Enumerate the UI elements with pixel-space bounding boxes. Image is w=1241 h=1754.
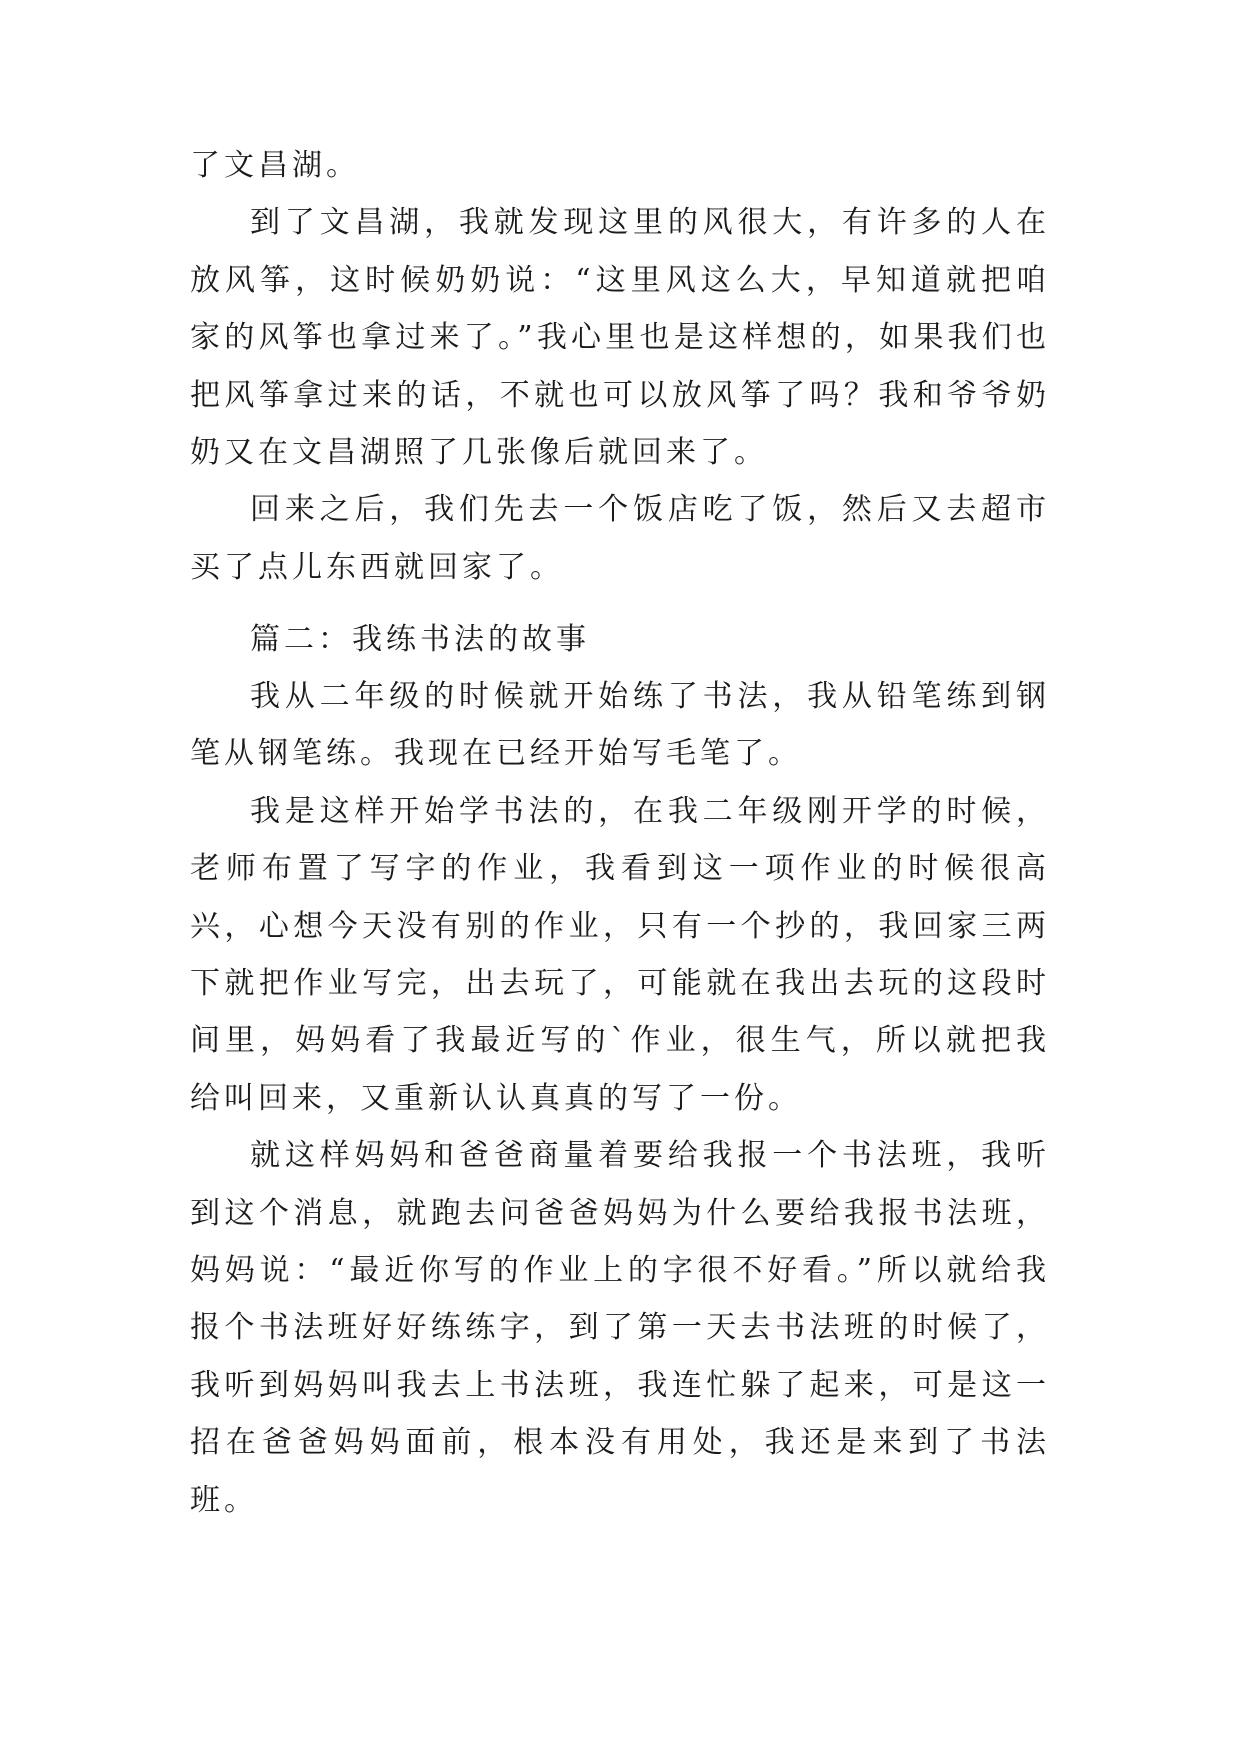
paragraph-6: 就这样妈妈和爸爸商量着要给我报一个书法班，我听到这个消息，就跑去问爸爸妈妈为什么要给我报书法班，妈妈说：“最近你写的作业上的字很不好看。”所以就给我报个书法班好好练练字，到了第一天去书法班的时候了，我听到妈妈叫我去上书法班，我连忙躲了起来，可是这一招在爸爸妈妈面前，根本没有用处，我还是来到了书法班。 <box>190 1138 1050 1518</box>
paragraph-3: 回来之后，我们先去一个饭店吃了饭，然后又去超市买了点儿东西就回家了。 <box>190 492 1050 585</box>
paragraph-5: 我是这样开始学书法的，在我二年级刚开学的时候，老师布置了写字的作业，我看到这一项作业的时候很高兴，心想今天没有别的作业，只有一个抄的，我回家三两下就把作业写完，出去玩了，可能就在我出去玩的这段时间里，妈妈看了我最近写的`作业，很生气，所以就把我给叫回来，又重新认认真真的写了一份。 <box>190 793 1050 1116</box>
section-1-body <box>190 137 1050 596</box>
section-2-body <box>190 668 1050 1529</box>
section-2-title: 篇二：我练书法的故事 <box>250 622 590 657</box>
paragraph-4: 我从二年级的时候就开始练了书法，我从铅笔练到钢笔从钢笔练。我现在已经开始写毛笔了。 <box>190 679 1050 772</box>
paragraph-1: 了文昌湖。 <box>190 148 360 183</box>
paragraph-2: 到了文昌湖，我就发现这里的风很大，有许多的人在放风筝，这时候奶奶说：“这里风这么大，早知道就把咱家的风筝也拿过来了。”我心里也是这样想的，如果我们也把风筝拿过来的话，不就也可以放风筝了吗？我和爷爷奶奶又在文昌湖照了几张像后就回来了。 <box>190 205 1050 471</box>
